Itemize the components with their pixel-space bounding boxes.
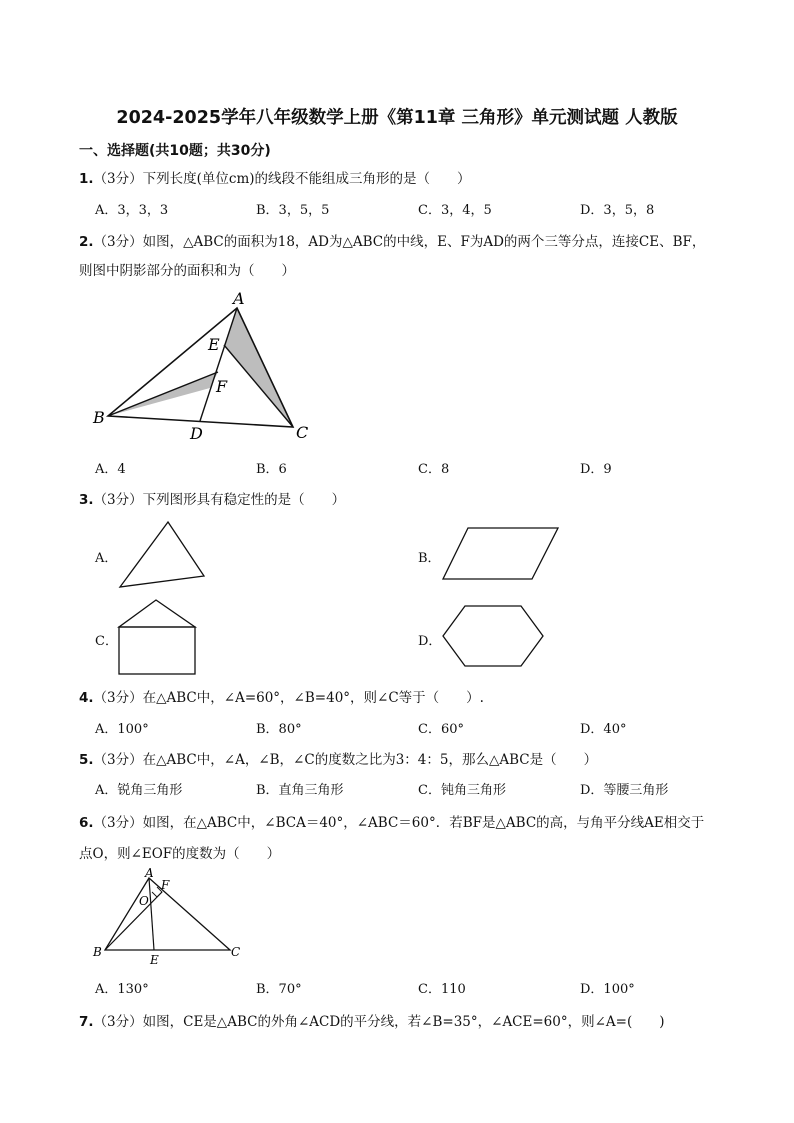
option-d: D．100° bbox=[580, 982, 635, 997]
triangle-shape bbox=[118, 520, 208, 590]
question-1 bbox=[79, 167, 471, 187]
question-4 bbox=[79, 686, 484, 706]
label-e: E bbox=[150, 953, 159, 967]
option-c: C．60° bbox=[418, 722, 464, 737]
label-o: O bbox=[139, 894, 149, 908]
label-b: B bbox=[93, 945, 102, 959]
label-c: C bbox=[296, 423, 309, 442]
option-d: D．9 bbox=[580, 462, 612, 477]
section-heading: 一、选择题(共10题；共30分) bbox=[79, 143, 271, 159]
question-2 bbox=[79, 230, 705, 250]
option-c: C． bbox=[95, 634, 118, 649]
question-number: 6. bbox=[79, 815, 94, 831]
option-b: B．70° bbox=[256, 982, 302, 997]
page-title: 2024-2025学年八年级数学上册《第11章 三角形》单元测试题 人教版 bbox=[116, 108, 678, 128]
question-3 bbox=[79, 488, 345, 508]
label-d: D bbox=[190, 424, 203, 443]
question-7 bbox=[79, 1010, 665, 1030]
question-score: （3分） bbox=[93, 690, 143, 706]
label-f: F bbox=[161, 878, 170, 892]
segment-bf bbox=[108, 372, 218, 416]
question-number: 4. bbox=[79, 690, 94, 706]
option-b: B．6 bbox=[256, 462, 287, 477]
question-6 bbox=[79, 811, 704, 831]
option-c: C．钝角三角形 bbox=[418, 783, 506, 798]
option-b: B．80° bbox=[256, 722, 302, 737]
option-c: C．8 bbox=[418, 462, 450, 477]
question-score: （3分） bbox=[93, 234, 143, 250]
option-a: A．锐角三角形 bbox=[95, 783, 183, 798]
option-a: A．100° bbox=[95, 722, 149, 737]
option-b: B． bbox=[418, 551, 441, 566]
question-text: 如图，CE是△ABC的外角∠ACD的平分线，若∠B=35°，∠ACE=60°，则∠A=( ) bbox=[142, 1014, 665, 1030]
question-text: 在△ABC中，∠A=60°，∠B=40°，则∠C等于（ ）. bbox=[142, 690, 484, 706]
question-text: 如图，在△ABC中，∠BCA＝40°，∠ABC＝60°．若BF是△ABC的高，与角平分线AE相交于 bbox=[142, 815, 705, 831]
option-c: C．110 bbox=[418, 982, 466, 997]
option-b: B．直角三角形 bbox=[256, 783, 344, 798]
option-b: B．3，5，5 bbox=[256, 203, 330, 218]
triangle-abc-bisector-figure bbox=[90, 868, 250, 966]
question-text: 下列图形具有稳定性的是（ ） bbox=[142, 492, 346, 508]
bisector-ae bbox=[149, 878, 154, 950]
question-score: （3分） bbox=[93, 171, 143, 187]
label-b: B bbox=[93, 408, 105, 427]
triangle-abc-figure bbox=[90, 288, 320, 448]
question-number: 1. bbox=[79, 171, 94, 187]
option-d: D．3，5，8 bbox=[580, 203, 655, 218]
triangle-outline bbox=[108, 308, 293, 427]
question-score: （3分） bbox=[93, 815, 143, 831]
option-a: A．3，3，3 bbox=[95, 203, 169, 218]
question-text: 下列长度(单位cm)的线段不能组成三角形的是（ ） bbox=[142, 171, 471, 187]
question-5 bbox=[79, 748, 597, 768]
parallelogram-shape bbox=[440, 526, 564, 582]
option-d: D． bbox=[418, 634, 442, 649]
option-a: A．130° bbox=[95, 982, 149, 997]
hexagon-shape bbox=[441, 604, 547, 670]
question-score: （3分） bbox=[93, 492, 143, 508]
question-number: 5. bbox=[79, 752, 94, 768]
question-number: 3. bbox=[79, 492, 94, 508]
option-d: D．40° bbox=[580, 722, 627, 737]
question-number: 2. bbox=[79, 234, 94, 250]
label-e: E bbox=[208, 335, 220, 354]
question-text: 在△ABC中，∠A，∠B，∠C的度数之比为3：4：5，那么△ABC是（ ） bbox=[142, 752, 598, 768]
label-a: A bbox=[145, 866, 154, 880]
option-c: C．3，4，5 bbox=[418, 203, 492, 218]
question-score: （3分） bbox=[93, 752, 143, 768]
option-a: A． bbox=[95, 551, 118, 566]
question-text-continued: 则图中阴影部分的面积和为（ ） bbox=[79, 263, 295, 279]
shaded-region-ce bbox=[224, 308, 293, 427]
option-d: D．等腰三角形 bbox=[580, 783, 669, 798]
label-a: A bbox=[233, 289, 245, 308]
label-f: F bbox=[216, 377, 228, 396]
median-ad bbox=[200, 308, 237, 421]
question-text: 如图，△ABC的面积为18，AD为△ABC的中线，E、F为AD的两个三等分点，连接CE、BF， bbox=[142, 234, 706, 250]
label-c: C bbox=[231, 945, 241, 959]
question-number: 7. bbox=[79, 1014, 94, 1030]
option-a: A．4 bbox=[95, 462, 126, 477]
question-score: （3分） bbox=[93, 1014, 143, 1030]
question-text-continued: 点O，则∠EOF的度数为（ ） bbox=[79, 846, 281, 862]
house-shape bbox=[117, 598, 201, 678]
